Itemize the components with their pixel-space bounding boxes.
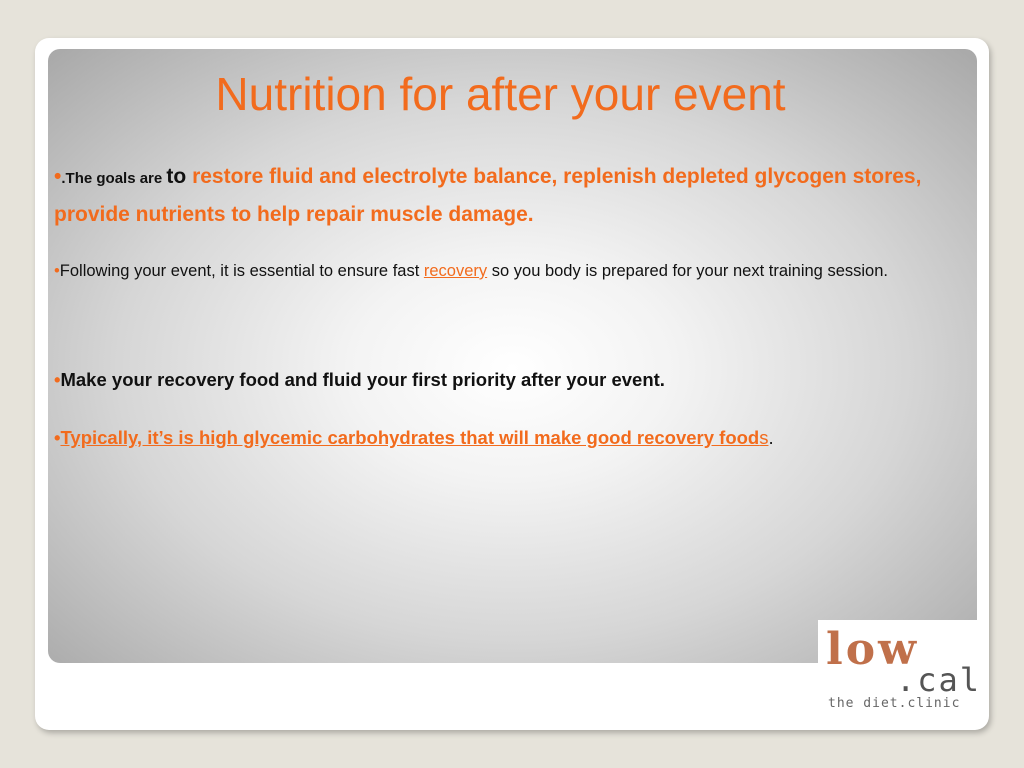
bullet-dot: . xyxy=(61,170,66,187)
slide-content xyxy=(48,49,977,663)
bullet-following xyxy=(54,257,973,285)
bullet-goals xyxy=(54,159,964,233)
priority-text: Make your recovery food and fluid your first priority after your event. xyxy=(60,369,665,390)
glycemic-link-end[interactable]: s xyxy=(759,427,769,448)
following-text-after: so you body is prepared for your next training session. xyxy=(487,262,888,280)
logo-tagline: the diet.clinic xyxy=(828,696,961,711)
slide-title: Nutrition for after your event xyxy=(215,68,786,120)
logo-word-cal: .cal xyxy=(896,661,982,699)
glycemic-period: . xyxy=(768,427,774,448)
goals-highlight-text: restore fluid and electrolyte balance, replenish depleted glycogen stores, provide nutrients to help repair muscle damage. xyxy=(54,165,922,226)
bullet-priority xyxy=(54,367,964,393)
bullet-marker: • xyxy=(54,427,61,448)
goals-lead-text: The goals are xyxy=(65,170,167,187)
lowcal-logo xyxy=(818,620,982,725)
bullet-marker: • xyxy=(54,165,62,188)
goals-to-text: to xyxy=(166,165,193,188)
glycemic-link[interactable]: Typically, it’s is high glycemic carbohydrates that will make good recovery food xyxy=(60,427,760,448)
recovery-link[interactable]: recovery xyxy=(423,262,488,280)
logo-word-low: low xyxy=(826,624,919,675)
following-text-before: Following your event, it is essential to ensure fast xyxy=(59,262,424,280)
bullet-marker: • xyxy=(54,262,60,280)
bullet-marker: • xyxy=(54,369,61,390)
bullet-glycemic xyxy=(54,425,964,451)
